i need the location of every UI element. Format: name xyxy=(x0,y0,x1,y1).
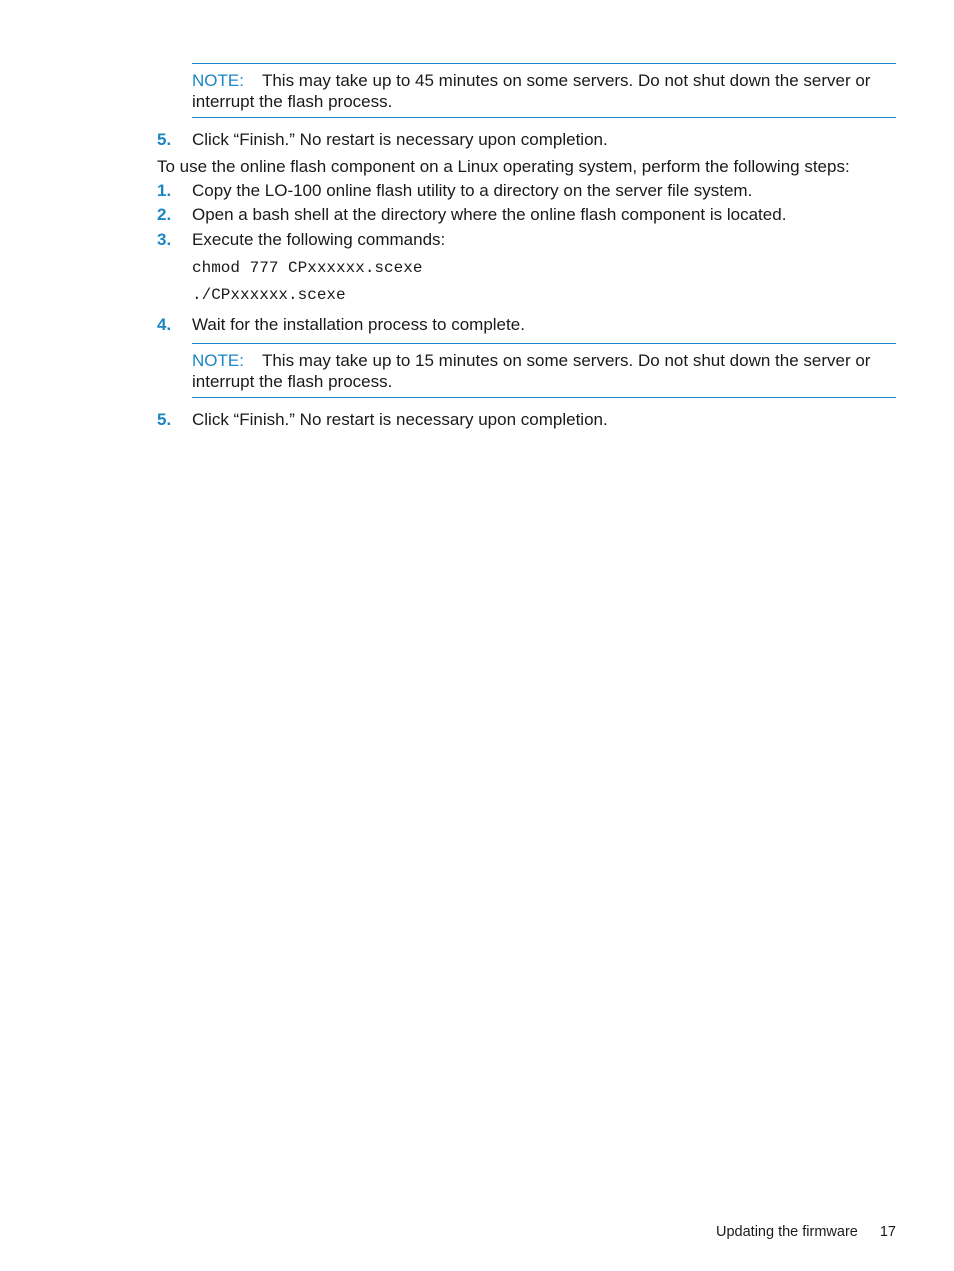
note-text: This may take up to 15 minutes on some servers. Do not shut down the server or interrupt the flash process. xyxy=(192,351,871,391)
step-text: Click “Finish.” No restart is necessary upon completion. xyxy=(192,130,608,149)
step-number: 5. xyxy=(157,130,172,149)
step-text: Open a bash shell at the directory where the online flash component is located. xyxy=(192,205,787,224)
step-text: Copy the LO-100 online flash utility to a directory on the server file system. xyxy=(192,181,753,200)
footer-section-title: Updating the firmware xyxy=(716,1224,858,1240)
list-item xyxy=(157,204,786,226)
note-label: NOTE: xyxy=(192,71,244,90)
note-label: NOTE: xyxy=(192,351,244,370)
linux-intro-paragraph: To use the online flash component on a Linux operating system, perform the following steps: xyxy=(157,157,850,176)
step-number: 3. xyxy=(157,230,172,249)
list-item xyxy=(157,180,752,202)
list-item xyxy=(157,129,608,151)
list-item xyxy=(157,409,608,431)
command-line: chmod 777 CPxxxxxx.scexe xyxy=(192,259,423,277)
command-line: ./CPxxxxxx.scexe xyxy=(192,286,346,304)
step-text: Click “Finish.” No restart is necessary upon completion. xyxy=(192,410,608,429)
step-number: 2. xyxy=(157,205,172,224)
list-item xyxy=(157,229,445,251)
note-box xyxy=(192,343,896,398)
note-text: This may take up to 45 minutes on some servers. Do not shut down the server or interrupt the flash process. xyxy=(192,71,871,111)
page-footer xyxy=(716,1222,896,1242)
note-box xyxy=(192,63,896,118)
step-number: 1. xyxy=(157,181,172,200)
step-text: Execute the following commands: xyxy=(192,230,446,249)
page-number: 17 xyxy=(879,1224,896,1240)
step-number: 4. xyxy=(157,315,172,334)
list-item xyxy=(157,314,525,336)
step-number: 5. xyxy=(157,410,172,429)
step-text: Wait for the installation process to complete. xyxy=(192,315,525,334)
